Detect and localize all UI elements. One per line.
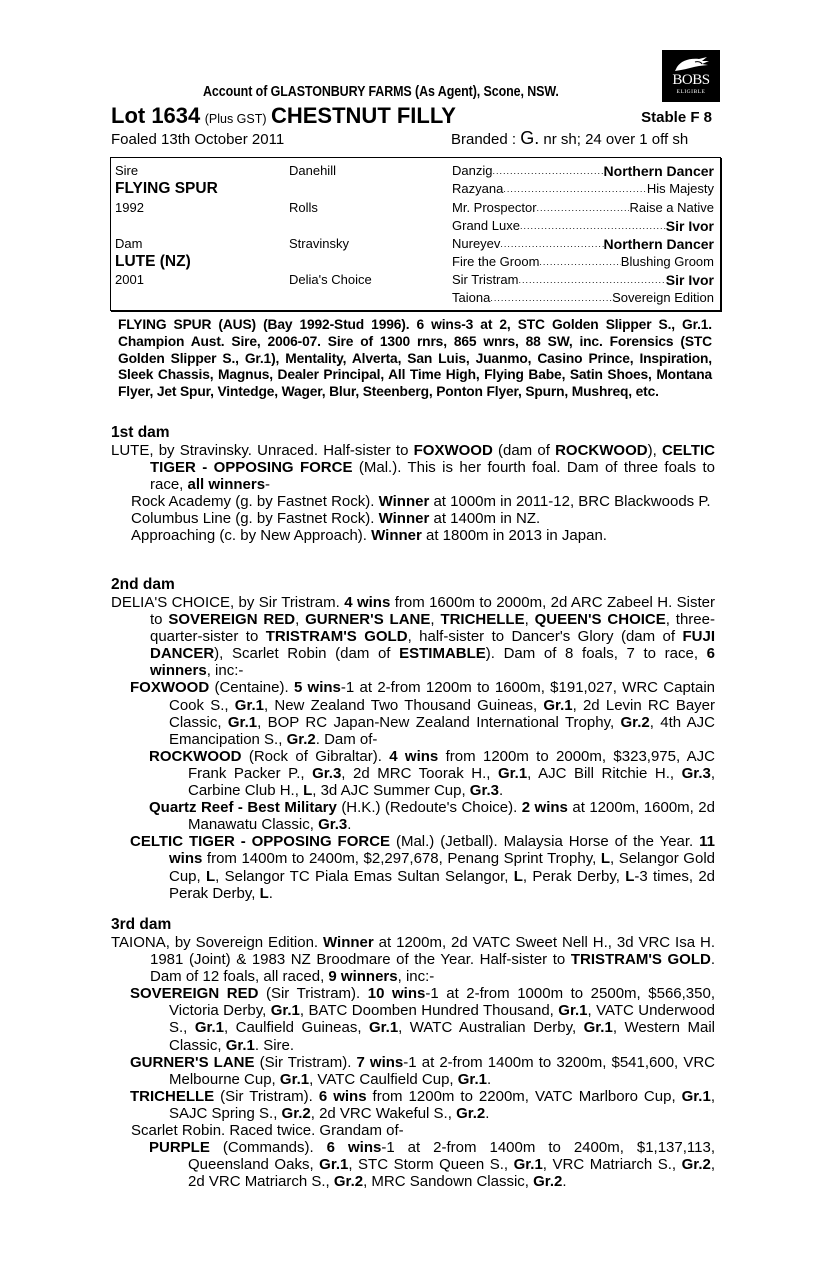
dam-paragraph: TAIONA, by Sovereign Edition. Winner at 1200m, 2d VATC Sweet Nell H., 3d VRC Isa H. 1981 (Joint) & 1983 NZ Broodmare of the Year. Half-sister to TRISTRAM'S GOLD. Dam of 12 foals, all raced, 9 winners, inc:- <box>111 934 715 986</box>
stable-location: Stable F 8 <box>641 109 712 126</box>
foal-entry: Rock Academy (g. by Fastnet Rock). Winner at 1000m in 2011-12, BRC Blackwoods P. <box>131 493 711 511</box>
dam-year: 2001 <box>115 272 144 287</box>
bobs-eligible-logo <box>662 50 720 102</box>
gen3-row <box>452 235 714 253</box>
leader-dots <box>520 217 666 235</box>
lot-number: Lot 1634 <box>111 103 201 128</box>
ancestor-name: Taiona <box>452 290 491 305</box>
leader-dots <box>539 253 620 271</box>
brand-label: Branded : <box>451 131 521 148</box>
leader-dots <box>537 199 630 217</box>
ancestor-sire: Sir Ivor <box>665 218 714 234</box>
horse-description: CHESTNUT FILLY <box>270 103 456 128</box>
ancestor-sire: Northern Dancer <box>603 163 714 179</box>
brand-info <box>451 128 689 148</box>
produce-entry-scarlet-robin: Scarlet Robin. Raced twice. Grandam of- <box>131 1122 404 1140</box>
third-dam-section <box>111 916 715 1190</box>
gen3-row <box>452 162 714 180</box>
ancestor-sire: Northern Dancer <box>603 236 714 252</box>
gen3-row <box>452 180 714 198</box>
section-heading: 3rd dam <box>111 916 172 933</box>
ancestor-sire: Raise a Native <box>629 200 714 215</box>
logo-text: BOBS <box>672 72 710 88</box>
ancestor-name: Razyana <box>452 181 504 196</box>
ancestor-name: Mr. Prospector <box>452 200 537 215</box>
ancestor-sire: Sir Ivor <box>665 272 714 288</box>
section-heading: 2nd dam <box>111 576 175 593</box>
gen3-row <box>452 253 714 271</box>
produce-entry-sovereign-red: SOVEREIGN RED (Sir Tristram). 10 wins-1 at 2-from 1000m to 2500m, $566,350, Victoria Derby, Gr.1, BATC Doomben Hundred Thousand, Gr.1, VATC Underwood S., Gr.1, Caulfield Guineas, Gr.1, WATC Australian Derby, Gr.1, Western Mail Classic, Gr.1. Sire. <box>130 985 716 1054</box>
leader-dots <box>503 180 647 198</box>
produce-entry-gurners-lane: GURNER'S LANE (Sir Tristram). 7 wins-1 at 2-from 1400m to 3200m, $541,600, VRC Melbourne Cup, Gr.1, VATC Caulfield Cup, Gr.1. <box>130 1053 715 1088</box>
ancestor-sire: Blushing Groom <box>620 254 714 269</box>
produce-entry-quartz-reef: Quartz Reef - Best Military (H.K.) (Redoute's Choice). 2 wins at 1200m, 1600m, 2d Manawatu Classic, Gr.3. <box>149 799 715 834</box>
sire-label: Sire <box>115 163 139 178</box>
logo-subtext: ELIGIBLE <box>676 89 706 95</box>
produce-entry-rockwood: ROCKWOOD (Rock of Gibraltar). 4 wins from 1200m to 2000m, $323,975, AJC Frank Packer P., Gr.3, 2d MRC Toorak H., Gr.1, AJC Bill Ritchie H., Gr.3, Carbine Club H., L, 3d AJC Summer Cup, Gr.3. <box>149 747 715 800</box>
ancestor-name: Fire the Groom <box>452 254 540 269</box>
brand-detail: nr sh; 24 over 1 off sh <box>539 131 689 148</box>
section-heading: 1st dam <box>111 424 170 441</box>
sire-dam: Rolls <box>289 200 318 215</box>
foaled-date: Foaled 13th October 2011 <box>111 131 285 148</box>
horse-head-icon <box>671 55 711 73</box>
gen3-row <box>452 289 714 307</box>
gen3-row <box>452 199 714 217</box>
ancestor-sire: His Majesty <box>646 181 714 196</box>
foal-entry: Columbus Line (g. by Fastnet Rock). Winner at 1400m in NZ. <box>131 510 541 528</box>
sire-sire: Danehill <box>289 163 336 178</box>
second-dam-section <box>111 576 715 902</box>
produce-entry-foxwood: FOXWOOD (Centaine). 5 wins-1 at 2-from 1200m to 1600m, $191,027, WRC Captain Cook S., Gr.1, New Zealand Two Thousand Guineas, Gr.1, 2d Levin RC Bayer Classic, Gr.1, BOP RC Japan-New Zealand International Trophy, Gr.2, 4th AJC Emancipation S., Gr.2. Dam of- <box>130 679 716 748</box>
ancestor-name: Nureyev <box>452 236 501 251</box>
leader-dots <box>500 235 603 253</box>
produce-entry-trichelle: TRICHELLE (Sir Tristram). 6 wins from 1200m to 2200m, VATC Marlboro Cup, Gr.1, SAJC Spring S., Gr.2, 2d VRC Wakeful S., Gr.2. <box>130 1087 715 1122</box>
vendor-account: Account of GLASTONBURY FARMS (As Agent), Scone, NSW. <box>203 84 559 100</box>
ancestor-name: Sir Tristram <box>452 272 519 287</box>
leader-dots <box>492 162 603 180</box>
foal-entry: Approaching (c. by New Approach). Winner at 1800m in 2013 in Japan. <box>131 527 607 545</box>
dam-sire: Stravinsky <box>289 236 349 251</box>
leader-dots <box>490 289 612 307</box>
sire-year: 1992 <box>115 200 144 215</box>
gen3-row <box>452 217 714 235</box>
first-dam-section <box>111 424 715 545</box>
dam-label: Dam <box>115 236 143 251</box>
produce-entry-purple: PURPLE (Commands). 6 wins-1 at 2-from 1400m to 2400m, $1,137,113, Queensland Oaks, Gr.1, STC Storm Queen S., Gr.1, VRC Matriarch S., Gr.2, 2d VRC Matriarch S., Gr.2, MRC Sandown Classic, Gr.2. <box>149 1139 715 1191</box>
ancestor-name: Grand Luxe <box>452 218 520 233</box>
ancestor-sire: Sovereign Edition <box>612 290 714 305</box>
brand-mark: G. <box>520 128 540 148</box>
ancestor-name: Danzig <box>452 163 493 178</box>
sire-name: FLYING SPUR <box>115 180 218 197</box>
dam-dam: Delia's Choice <box>289 272 372 287</box>
gen3-row <box>452 271 714 289</box>
pedigree-table <box>110 157 721 311</box>
sire-summary: FLYING SPUR (AUS) (Bay 1992-Stud 1996). 6 wins-3 at 2, STC Golden Slipper S., Gr.1. Champion Aust. Sire, 2006-07. Sire of 1300 rnrs, 865 wnrs, 88 SW, inc. Forensics (STC Golden Slipper S., Gr.1), Mentality, Alverta, San Luis, Juanmo, Casino Prince, Inspiration, Sleek Chassis, Magnus, Dealer Principal, All Time High, Flying Babe, Satin Shoes, Montana Flyer, Jet Spur, Vintedge, Wager, Blur, Steenberg, Ponton Flyer, Spurn, Mushreq, etc. <box>118 317 712 400</box>
leader-dots <box>518 271 665 289</box>
lot-title-line <box>111 103 712 129</box>
dam-paragraph: DELIA'S CHOICE, by Sir Tristram. 4 wins from 1600m to 2000m, 2d ARC Zabeel H. Sister to SOVEREIGN RED, GURNER'S LANE, TRICHELLE, QUEEN'S CHOICE, three-quarter-sister to TRISTRAM'S GOLD, half-sister to Dancer's Glory (dam of FUJI DANCER), Scarlet Robin (dam of ESTIMABLE). Dam of 8 foals, 7 to race, 6 winners, inc:- <box>111 594 716 680</box>
produce-entry-celtic-tiger: CELTIC TIGER - OPPOSING FORCE (Mal.) (Jetball). Malaysia Horse of the Year. 11 wins from 1400m to 2400m, $2,297,678, Penang Sprint Trophy, L, Selangor Gold Cup, L, Selangor TC Piala Emas Sultan Selangor, L, Perak Derby, L-3 times, 2d Perak Derby, L. <box>130 833 715 902</box>
dam-paragraph: LUTE, by Stravinsky. Unraced. Half-sister to FOXWOOD (dam of ROCKWOOD), CELTIC TIGER - OPPOSING FORCE (Mal.). This is her fourth foal. Dam of three foals to race, all winners- <box>111 442 715 494</box>
dam-name: LUTE (NZ) <box>115 253 191 270</box>
gst-note: (Plus GST) <box>204 112 267 126</box>
